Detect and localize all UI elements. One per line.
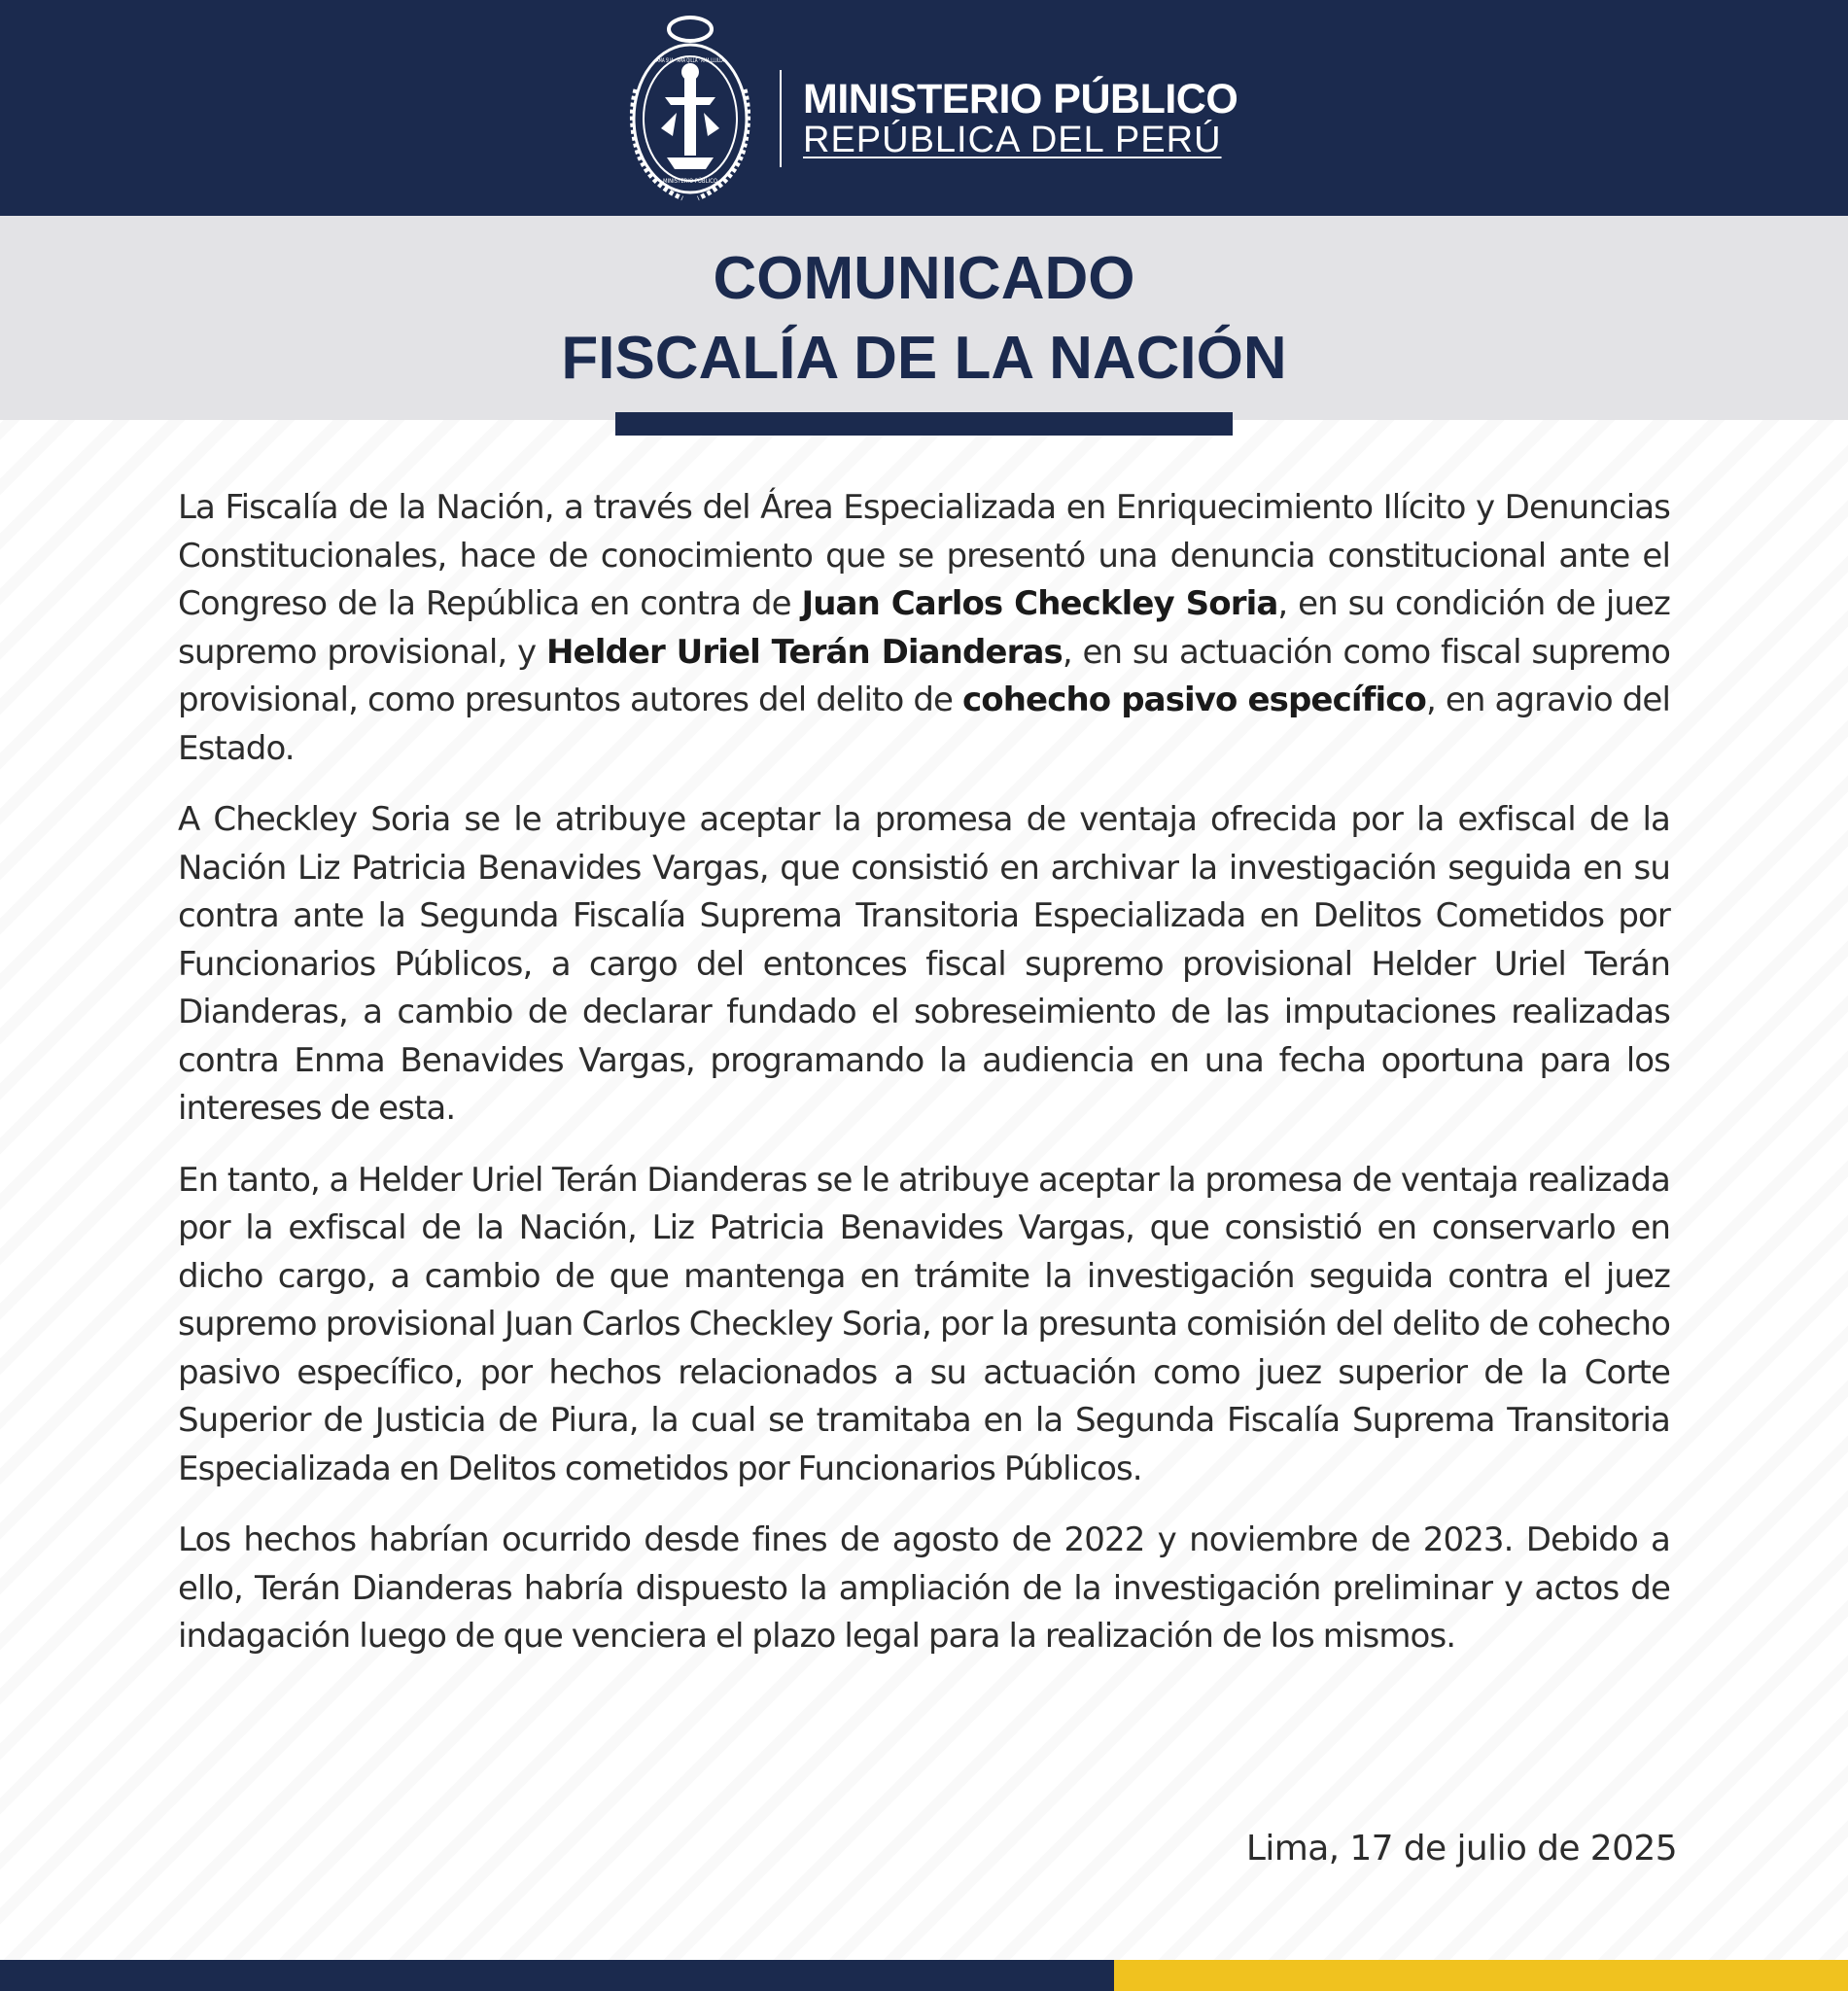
brand-divider: [780, 70, 782, 167]
paragraph: [178, 484, 1670, 773]
footer-bar-gold: [1114, 1960, 1848, 1991]
paragraph-text: , en su actuación como fiscal supremo provisional, como presuntos autores del delito de: [178, 632, 1670, 719]
communique-body: [178, 484, 1670, 1685]
header-banner: [0, 0, 1848, 216]
brand-name: MINISTERIO PÚBLICO: [803, 76, 1238, 122]
seal-top-text: AMA SUA · AMA QILLA · AMA LLULLA: [656, 57, 725, 64]
paragraph-text: A Checkley Soria se le atribuye aceptar la promesa de ventaja ofrecida por la exfiscal de la Nación Liz Patricia Benavides Vargas, que consistió en archivar la investigación seguida en su contra ante la Segunda Fiscalía Suprema Transitoria Especializada en Delitos Cometidos por Funcionarios Públicos, a cargo del entonces fiscal supremo provisional Helder Uriel Terán Dianderas, a cambio de declarar fundado el sobreseimiento de las imputaciones realizadas contra Enma Benavides Vargas, programando la audiencia en una fecha oportuna para los intereses de esta.: [178, 800, 1670, 1128]
paragraph-text: , en su condición de juez supremo provisional, y: [178, 584, 1670, 672]
document-subtitle: FISCALÍA DE LA NACIÓN: [561, 325, 1287, 392]
brand-subtitle: REPÚBLICA DEL PERÚ: [803, 120, 1222, 160]
emphasized-text: Helder Uriel Terán Dianderas: [545, 632, 1063, 672]
emphasized-text: Juan Carlos Checkley Soria: [801, 584, 1278, 623]
document-title: COMUNICADO: [713, 245, 1135, 312]
paragraph: [178, 1157, 1670, 1494]
date-location: Lima, 17 de julio de 2025: [1245, 1829, 1677, 1869]
ministerio-publico-seal-icon: [622, 12, 758, 206]
paragraph-text: La Fiscalía de la Nación, a través del Área Especializada en Enriquecimiento Ilícito y Denuncias Constitucionales, hace de conocimiento que se presentó una denuncia constitucional ante el Congreso de la República en contra de: [178, 488, 1670, 623]
emphasized-text: cohecho pasivo específico: [962, 681, 1426, 719]
seal-bottom-text: MINISTERIO PÚBLICO: [663, 178, 718, 185]
paragraph: [178, 1517, 1670, 1661]
paragraph-text: , en agravio del Estado.: [178, 681, 1670, 768]
footer-bar-navy: [0, 1960, 1114, 1991]
paragraph-text: Los hechos habrían ocurrido desde fines de agosto de 2022 y noviembre de 2023. Debido a ello, Terán Dianderas habría dispuesto la ampliación de la investigación preliminar y actos de indagación luego de que venciera el plazo legal para la realización de los mismos.: [178, 1520, 1670, 1656]
paragraph: [178, 796, 1670, 1134]
title-underline-bar: [615, 412, 1233, 436]
paragraph-text: En tanto, a Helder Uriel Terán Dianderas se le atribuye aceptar la promesa de ventaja realizada por la exfiscal de la Nación, Liz Patricia Benavides Vargas, que consistió en conservarlo en dicho cargo, a cambio de que mantenga en trámite la investigación seguida contra el juez supremo provisional Juan Carlos Checkley Soria, por la presunta comisión del delito de cohecho pasivo específico, por hechos relacionados a su actuación como juez superior de la Corte Superior de Justicia de Piura, la cual se tramitaba en la Segunda Fiscalía Suprema Transitoria Especializada en Delitos cometidos por Funcionarios Públicos.: [178, 1160, 1670, 1488]
